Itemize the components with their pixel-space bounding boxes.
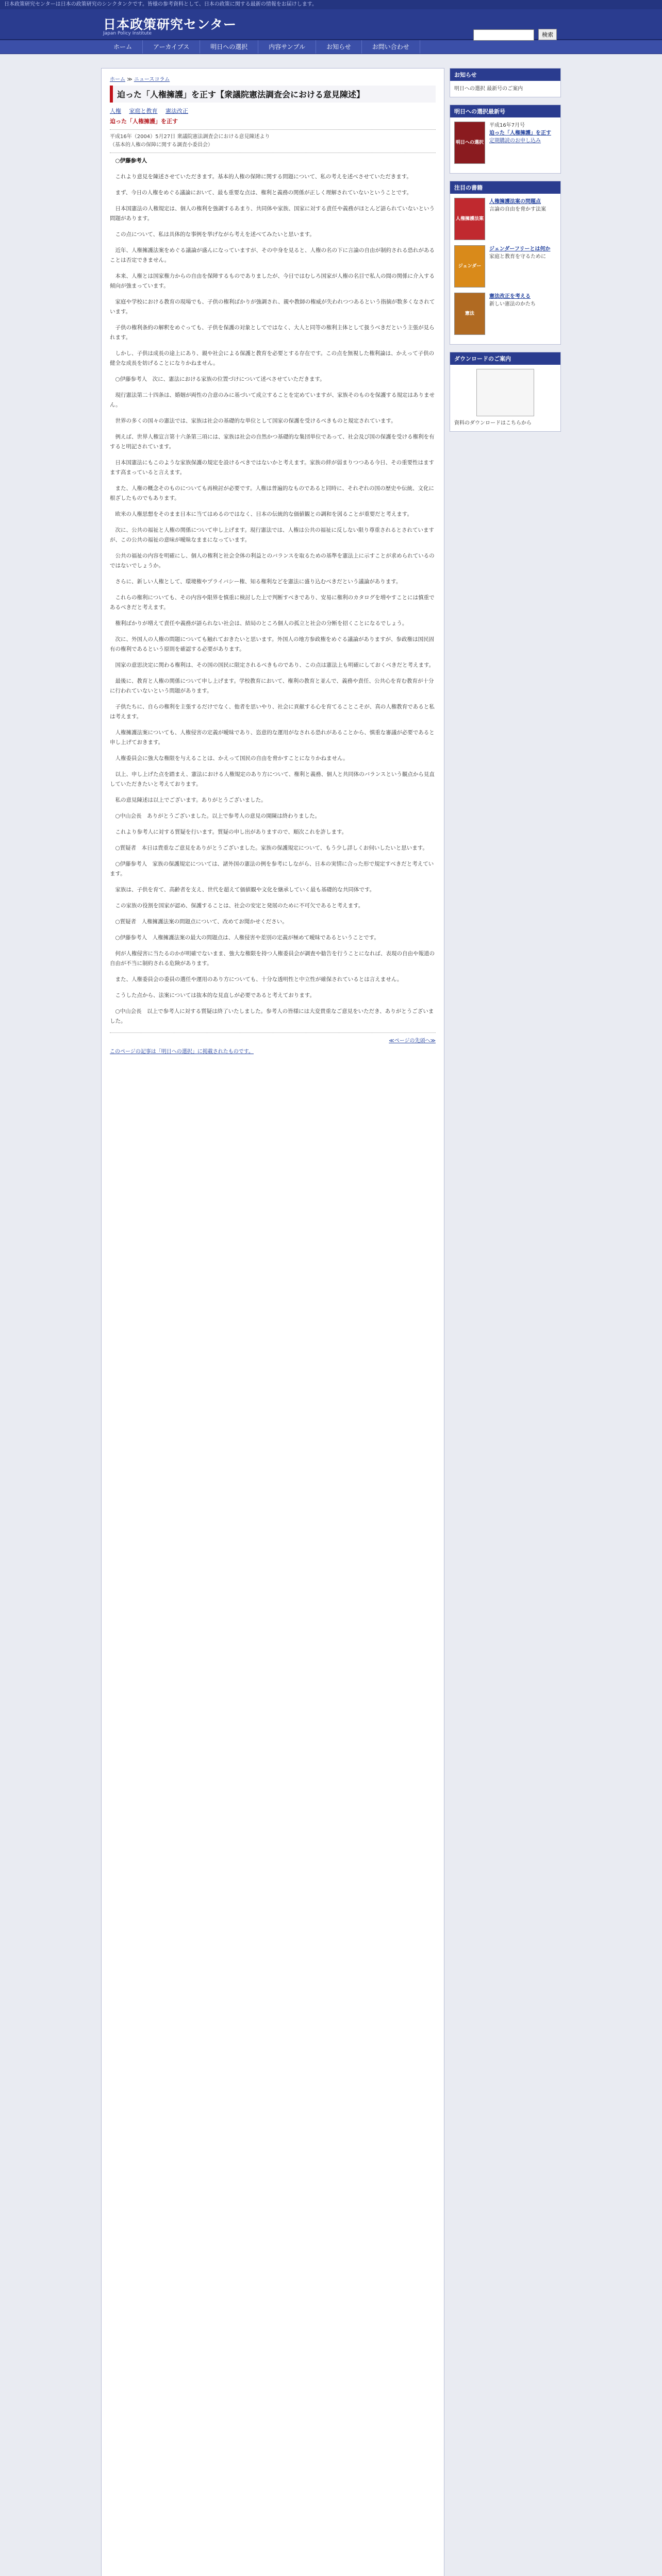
book-item	[454, 293, 556, 335]
article-paragraph: 本来、人権とは国家権力からの自由を保障するものでありましたが、今日ではむしろ国家が人権の名目で私人の間の関係に介入する傾向が強まっています。	[110, 273, 435, 289]
divider	[110, 152, 436, 153]
article-paragraph: 私の意見陳述は以上でございます。ありがとうございました。	[115, 797, 267, 803]
tag-link[interactable]: 憲法改正	[166, 108, 188, 114]
sidebar	[450, 68, 561, 439]
sidebar-box-title: お知らせ	[450, 69, 560, 81]
tag-link[interactable]: 家庭と教育	[129, 108, 158, 114]
book-desc: 言論の自由を脅かす法案	[489, 207, 546, 212]
book-desc: 新しい憲法のかたち	[489, 301, 536, 307]
article-paragraph: 次に、外国人の人権の問題についても触れておきたいと思います。外国人の地方参政権をめぐる議論がありますが、参政権は国民固有の権利であるという原則を確認する必要があります。	[110, 636, 434, 652]
speaker-name: ○伊藤参考人	[115, 158, 147, 164]
sidebar-latest-issue	[450, 105, 561, 174]
sidebar-box-text[interactable]: 明日への選択 最新号のご案内	[454, 86, 523, 92]
meta-line: 平成16年（2004）5月27日 衆議院憲法調査会における意見陳述より	[110, 134, 270, 140]
book-title-link[interactable]: ジェンダーフリーとは何か	[489, 246, 551, 252]
sidebar-box-title: ダウンロードのご案内	[450, 352, 560, 365]
top-info-bar: 日本政策研究センターは日本の政策研究のシンクタンクです。皆様の参考資料として、日本の政策に関する最新の情報をお届けします。	[0, 0, 662, 9]
nav-ashita[interactable]: 明日への選択	[200, 40, 258, 54]
download-thumbnail[interactable]	[476, 369, 534, 416]
article-paragraph: こうした点から、法案については抜本的な見直しが必要であると考えております。	[115, 992, 315, 998]
article-paragraph: 日本国憲法にもこのような家族保護の規定を設けるべきではないかと考えます。家族の絆が弱まりつつある今日、その重要性はますます高まっていると言えます。	[110, 460, 435, 476]
site-logo-english: Japan Policy Institute	[103, 31, 152, 36]
article-paragraph: 以上、申し上げた点を踏まえ、憲法における人権規定のあり方について、権利と義務、個人と共同体のバランスという観点から見直していただきたいと考えております。	[110, 771, 435, 787]
issue-item: 平成16年7月号	[489, 123, 525, 128]
article-paragraph: これより参考人に対する質疑を行います。質疑の申し出がありますので、順次これを許します。	[115, 829, 347, 835]
search-input[interactable]	[473, 29, 534, 41]
article-paragraph: また、人権委員会の委員の選任や運用のあり方についても、十分な透明性と中立性が確保されているとは言えません。	[115, 976, 403, 982]
book-cover-image[interactable]: 人権擁護法案	[454, 198, 485, 240]
article-paragraph: 近年、人権擁護法案をめぐる議論が盛んになっていますが、その中身を見ると、人権の名の下に言論の自由が制約される恐れがあることは否定できません。	[110, 247, 435, 263]
article-paragraph: 例えば、世界人権宣言第十六条第三項には、家族は社会の自然かつ基礎的な集団単位であって、社会及び国の保護を受ける権利を有すると明記されています。	[110, 434, 435, 450]
nav-archives[interactable]: アーカイブス	[143, 40, 200, 54]
breadcrumb-separator: ≫	[127, 77, 133, 82]
book-item	[454, 198, 556, 240]
breadcrumb	[110, 75, 436, 82]
article-paragraph: 現行憲法第二十四条は、婚姻が両性の合意のみに基づいて成立することを定めていますが、家族そのものを保護する規定はありません。	[110, 392, 435, 408]
article-paragraph: この家族の役割を国家が認め、保護することは、社会の安定と発展のために不可欠であると考えます。	[115, 903, 364, 909]
article-paragraph: ○質疑者 本日は貴重なご意見をありがとうございました。家族の保護規定について、もう少し詳しくお伺いしたいと思います。	[115, 845, 428, 851]
article-paragraph: ○中山会長 ありがとうございました。以上で参考人の意見の開陳は終わりました。	[115, 813, 321, 819]
site-header	[0, 9, 662, 40]
article-paragraph: 人権委員会に強大な権限を与えることは、かえって国民の自由を脅かすことになりかねません。	[115, 755, 349, 761]
nav-contact[interactable]: お問い合わせ	[362, 40, 420, 54]
article-paragraph: 国家の意思決定に関わる権利は、その国の国民に限定されるべきものであり、この点は憲法上も明確にしておくべきだと考えます。	[115, 662, 435, 668]
subscribe-link[interactable]: 定期購読のお申し込み	[489, 138, 541, 144]
article-meta	[110, 133, 436, 149]
article-paragraph: 欧米の人権思想をそのまま日本に当てはめるのではなく、日本の伝統的な価値観との調和を図ることが重要だと考えます。	[115, 511, 412, 517]
article-paragraph: しかし、子供は成長の途上にあり、親や社会による保護と教育を必要とする存在です。この点を無視した権利論は、かえって子供の健全な成長を妨げることになりかねません。	[110, 350, 435, 366]
article-main	[101, 68, 444, 2576]
book-cover-image[interactable]: ジェンダー	[454, 245, 485, 287]
breadcrumb-home[interactable]: ホーム	[110, 77, 125, 82]
article-paragraph: 公共の福祉の内容を明確にし、個人の権利と社会全体の利益とのバランスを取るための基準を憲法上に示すことが求められているのではないでしょうか。	[110, 553, 435, 569]
breadcrumb-current[interactable]: ニュースコラム	[134, 77, 170, 82]
book-title-link[interactable]: 憲法改正を考える	[489, 294, 531, 299]
article-paragraph: 子供の権利条約の解釈をめぐっても、子供を保護の対象としてではなく、大人と同等の権利主体として扱うべきだという主張が見られます。	[110, 325, 435, 341]
article-paragraph: 日本国憲法の人権規定は、個人の権利を強調するあまり、共同体や家族、国家に対する責任や義務がほとんど語られていないという問題があります。	[110, 206, 435, 222]
article-paragraph: ○伊藤参考人 人権擁護法案の最大の問題点は、人権侵害や差別の定義が極めて曖昧であるということです。	[115, 935, 379, 941]
article-paragraph: 家庭や学校における教育の現場でも、子供の権利ばかりが強調され、親や教師の権威が失われつつあるという指摘が数多くなされています。	[110, 299, 435, 315]
article-paragraph: ○質疑者 人権擁護法案の問題点について、改めてお聞かせください。	[115, 919, 288, 925]
speaker-heading	[110, 156, 436, 166]
bottom-note[interactable]: このページの記事は「明日への選択」に掲載されたものです。	[110, 1049, 254, 1055]
article-paragraph: 家族は、子供を育て、高齢者を支え、世代を超えて価値観や文化を継承していく最も基礎的な共同体です。	[115, 887, 375, 893]
article-paragraph: これらの権利についても、その内容や限界を慎重に検討した上で判断すべきであり、安易に権利のカタログを増やすことには慎重であるべきだと考えます。	[110, 595, 435, 611]
latest-issue-row	[454, 122, 556, 164]
nav-sample[interactable]: 内容サンプル	[258, 40, 316, 54]
page-top-link[interactable]: ≪ページの先頭へ≫	[389, 1038, 436, 1044]
article-paragraph: ○伊藤参考人 次に、憲法における家族の位置づけについて述べさせていただきます。	[115, 376, 325, 382]
divider	[110, 129, 436, 130]
tag-link[interactable]: 人権	[110, 108, 121, 114]
book-item	[454, 245, 556, 287]
article-paragraph: これより意見を陳述させていただきます。基本的人権の保障に関する問題について、私の考えを述べさせていただきます。	[115, 174, 412, 180]
sidebar-books	[450, 181, 561, 345]
sidebar-box-title: 注目の書籍	[450, 181, 560, 194]
article-paragraph: まず、今日の人権をめぐる議論において、最も重要な点は、権利と義務の関係が正しく理解されていないということです。	[115, 190, 412, 196]
nav-home[interactable]: ホーム	[103, 40, 143, 54]
article-paragraph: ○中山会長 以上で参考人に対する質疑は終了いたしました。参考人の皆様には大変貴重なご意見をいただき、ありがとうございました。	[110, 1008, 434, 1024]
site-logo[interactable]: 日本政策研究センター	[103, 17, 237, 32]
meta-line: （基本的人権の保障に関する調査小委員会）	[110, 142, 213, 148]
book-cover-image[interactable]: 憲法	[454, 293, 485, 335]
sidebar-box-title: 明日への選択最新号	[450, 105, 560, 117]
article-paragraph: さらに、新しい人権として、環境権やプライバシー権、知る権利などを憲法に盛り込むべきだという議論があります。	[115, 579, 402, 585]
latest-issue-list	[489, 122, 551, 164]
article-paragraph: 最後に、教育と人権の関係について申し上げます。学校教育において、権利の教育と並んで、義務や責任、公共心を育む教育が十分に行われていないという問題があります。	[110, 678, 434, 694]
article-paragraph: ○伊藤参考人 家族の保護規定については、諸外国の憲法の例を参考にしながら、日本の実情に合った形で規定すべきだと考えています。	[110, 861, 434, 877]
main-nav	[0, 40, 662, 54]
article-paragraph: 世界の多くの国々の憲法では、家族は社会の基礎的な単位として国家の保護を受けるべきものと規定されています。	[115, 418, 396, 424]
article-paragraph: 何が人権侵害に当たるのかが明確でないまま、強大な権限を持つ人権委員会が調査や勧告を行うことになれば、表現の自由や報道の自由が不当に制約される危険があります。	[110, 951, 435, 967]
sidebar-news-box	[450, 68, 561, 97]
magazine-cover-image[interactable]: 明日への選択	[454, 122, 485, 164]
divider	[110, 1032, 436, 1033]
article-subtitle: 迫った「人権擁護」を正す	[110, 118, 178, 125]
article-paragraph: 権利ばかりが増えて責任や義務が語られない社会は、結局のところ個人の孤立と社会の分断を招くことになるでしょう。	[115, 620, 408, 626]
article-body	[110, 172, 436, 1026]
search-area	[473, 29, 557, 41]
article-paragraph: 次に、公共の福祉と人権の関係について申し上げます。現行憲法では、人権は公共の福祉に反しない限り尊重されるとされていますが、この公共の福祉の意味が曖昧なままになっています。	[110, 527, 434, 543]
article-paragraph: 子供たちに、自らの権利を主張するだけでなく、他者を思いやり、社会に貢献する心を育てることこそが、真の人権教育であると私は考えます。	[110, 704, 435, 720]
book-desc: 家庭と教育を守るために	[489, 254, 546, 260]
tag-list	[110, 107, 436, 115]
article-paragraph: 人権擁護法案についても、人権侵害の定義が曖昧であり、恣意的な運用がなされる恐れがあることから、慎重な審議が必要であると申し上げておきます。	[110, 730, 435, 745]
page-title: 迫った「人権擁護」を正す【衆議院憲法調査会における意見陳述】	[110, 86, 436, 103]
sidebar-download	[450, 352, 561, 432]
nav-news[interactable]: お知らせ	[316, 40, 362, 54]
download-text[interactable]: 資料のダウンロードはこちらから	[454, 420, 532, 426]
issue-link[interactable]: 迫った「人権擁護」を正す	[489, 130, 551, 136]
search-button[interactable]: 検索	[538, 29, 557, 40]
article-paragraph: この点について、私は具体的な事例を挙げながら考えを述べてみたいと思います。	[115, 231, 315, 238]
article-paragraph: また、人権の概念そのものについても再検討が必要です。人権は普遍的なものであると同時に、それぞれの国の歴史や伝統、文化に根ざしたものでもあります。	[110, 485, 434, 501]
book-title-link[interactable]: 人権擁護法案の問題点	[489, 199, 541, 205]
